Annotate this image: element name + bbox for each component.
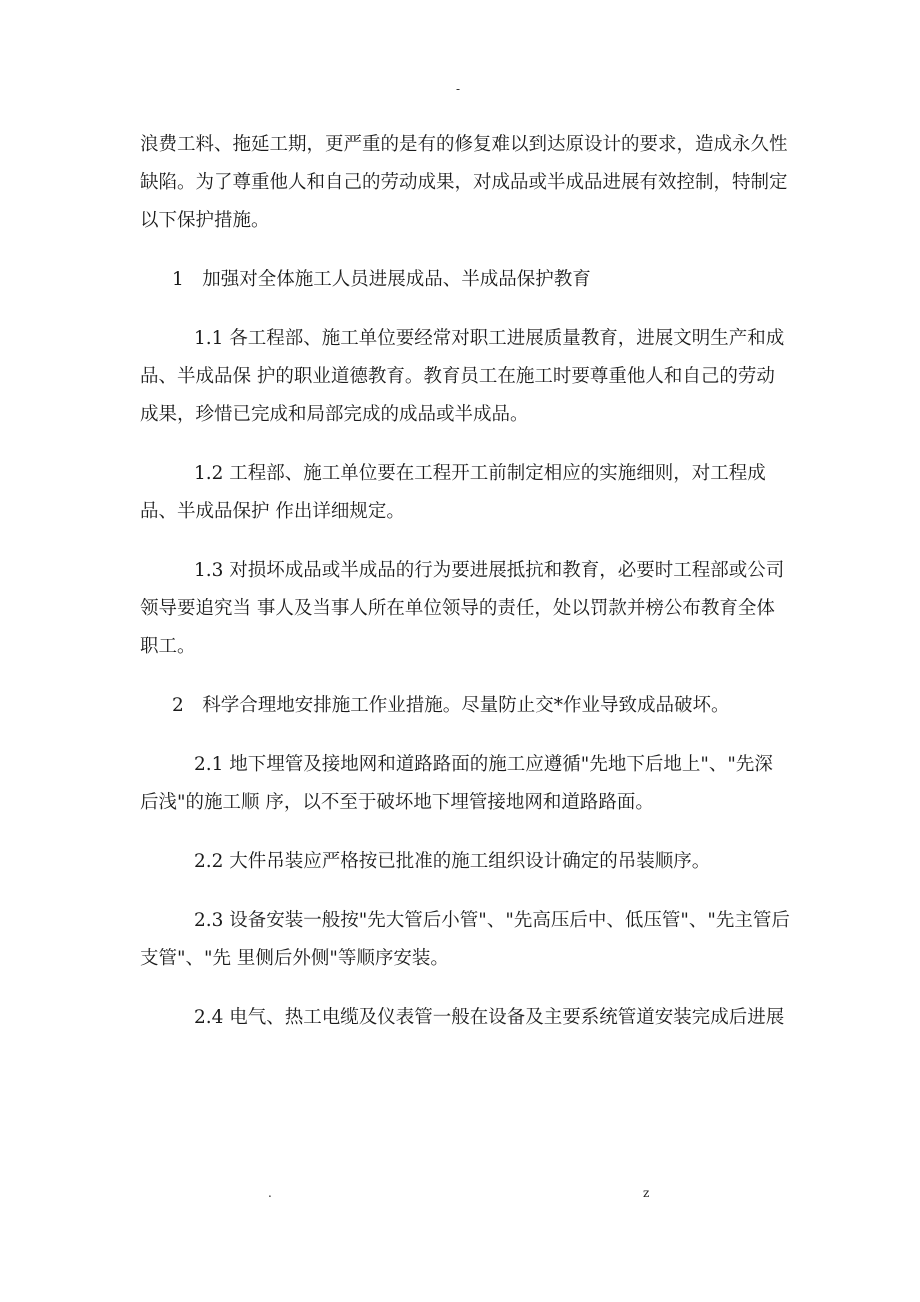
section-1-2: 1.2 工程部、施工单位要在工程开工前制定相应的实施细则，对工程成品、半成品保护 作出详细规定。 bbox=[140, 463, 766, 522]
document-body bbox=[140, 126, 790, 1037]
section-2-4: 2.4 电气、热工电缆及仪表管一般在设备及主要系统管道安装完成后进展 bbox=[194, 1007, 785, 1028]
section-2-3: 2.3 设备安装一般按"先大管后小管"、"先高压后中、低压管"、"先主管后支管"、"先 里侧后外侧"等顺序安装。 bbox=[140, 910, 790, 969]
section-2-1: 2.1 地下埋管及接地网和道路路面的施工应遵循"先地下后地上"、"先深后浅"的施工顺 序，以不至于破坏地下埋管接地网和道路路面。 bbox=[140, 754, 773, 813]
footer-mark-right: z bbox=[643, 1186, 650, 1200]
header-mark: - bbox=[456, 82, 461, 96]
section-1-1: 1.1 各工程部、施工单位要经常对职工进展质量教育，进展文明生产和成品、半成品保 护的职业道德教育。教育员工在施工时要尊重他人和自己的劳动成果，珍惜已完成和局部完成的成品或半成品。 bbox=[140, 328, 785, 425]
footer-mark-left: . bbox=[268, 1186, 272, 1200]
section-1-3: 1.3 对损坏成品或半成品的行为要进展抵抗和教育，必要时工程部或公司领导要追究当 事人及当事人所在单位领导的责任，处以罚款并榜公布教育全体职工。 bbox=[140, 560, 785, 657]
section-2-heading: 2 科学合理地安排施工作业措施。尽量防止交*作业导致成品破坏。 bbox=[172, 695, 730, 716]
section-2-2: 2.2 大件吊装应严格按已批准的施工组织设计确定的吊装顺序。 bbox=[194, 851, 711, 872]
section-1-heading: 1 加强对全体施工人员进展成品、半成品保护教育 bbox=[172, 269, 591, 290]
intro-paragraph: 浪费工料、拖延工期，更严重的是有的修复难以到达原设计的要求，造成永久性缺陷。为了尊重他人和自己的劳动成果，对成品或半成品进展有效控制，特制定以下保护措施。 bbox=[140, 134, 788, 231]
